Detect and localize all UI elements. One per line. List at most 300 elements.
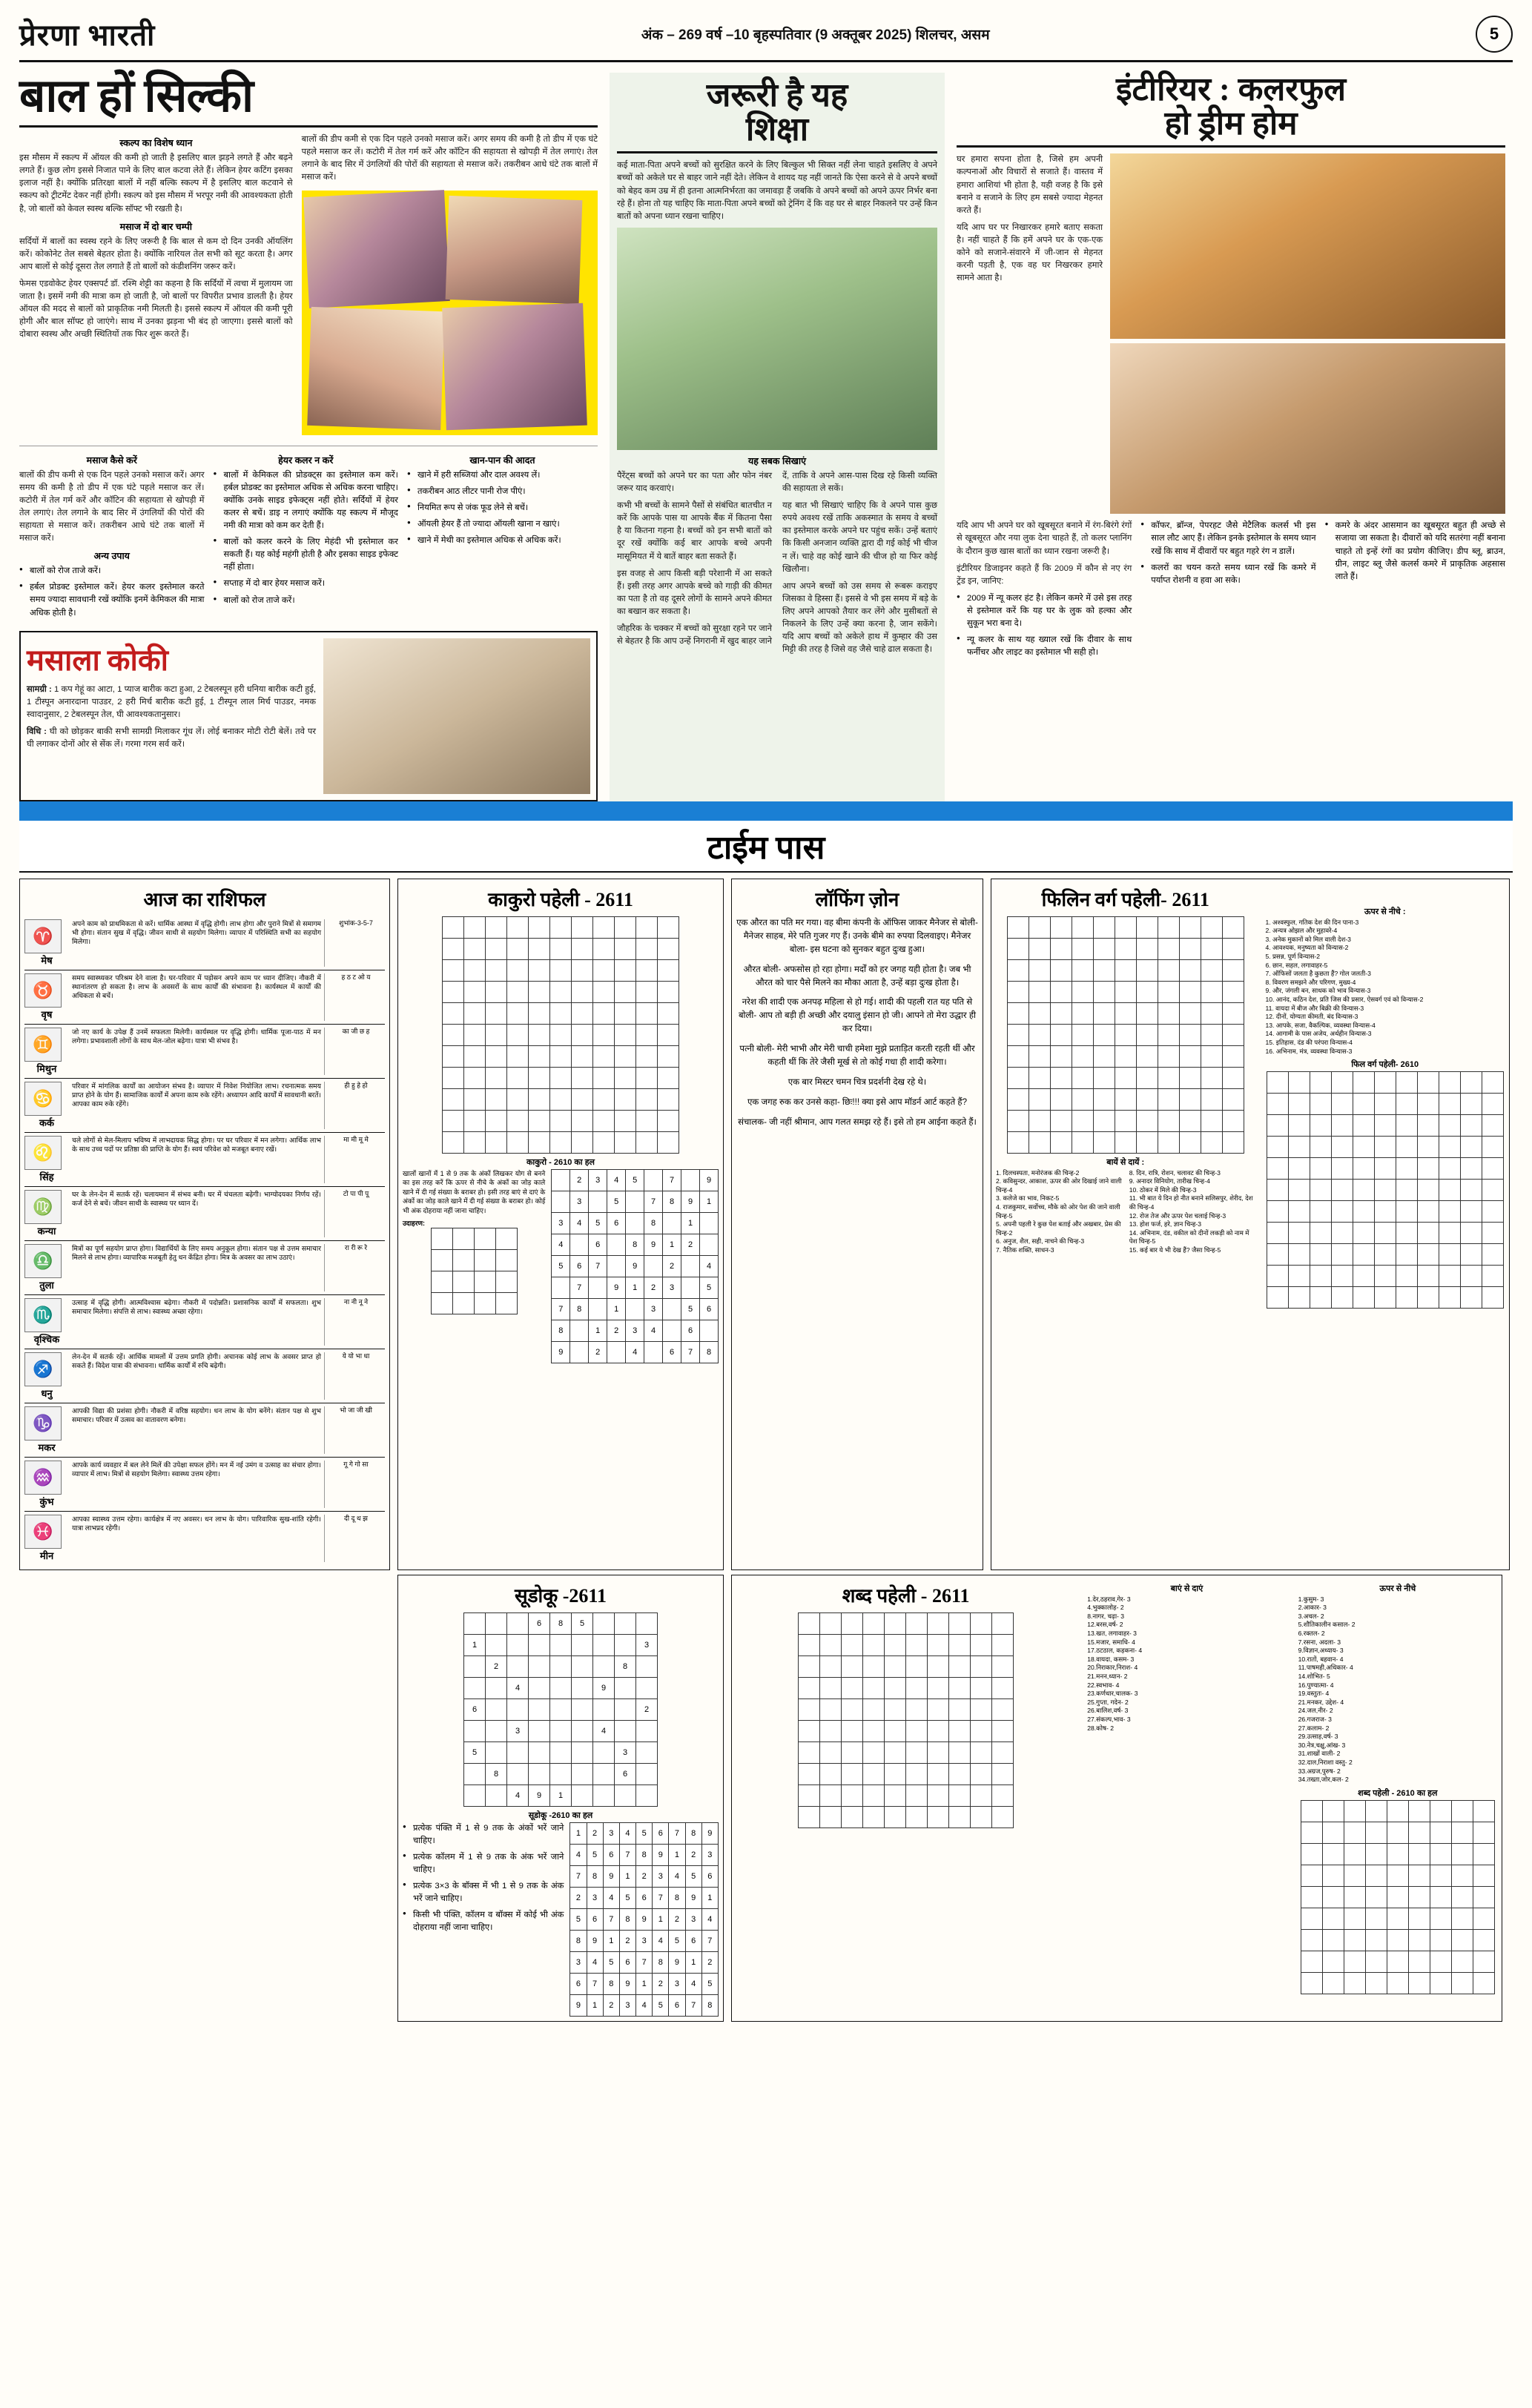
grid-cell[interactable] (1310, 1158, 1331, 1180)
sudoku-cell[interactable] (529, 1742, 550, 1763)
grid-cell[interactable] (820, 1784, 842, 1806)
grid-cell[interactable] (1439, 1287, 1460, 1309)
grid-cell[interactable] (1417, 1287, 1439, 1309)
grid-cell[interactable] (1267, 1158, 1288, 1180)
grid-cell[interactable] (1331, 1072, 1353, 1094)
grid-cell[interactable] (1267, 1137, 1288, 1158)
grid-cell[interactable] (570, 1341, 589, 1363)
grid-cell[interactable] (928, 1806, 949, 1828)
grid-cell[interactable] (550, 981, 572, 1002)
sudoku-cell[interactable] (572, 1784, 593, 1806)
grid-cell[interactable] (1396, 1201, 1417, 1223)
grid-cell[interactable] (992, 1677, 1014, 1698)
grid-cell[interactable] (1408, 1929, 1430, 1951)
grid-cell[interactable] (443, 938, 464, 959)
grid-cell[interactable] (1222, 1088, 1244, 1110)
grid-cell[interactable] (1301, 1972, 1322, 1994)
grid-cell[interactable] (474, 1228, 495, 1250)
grid-cell[interactable] (1288, 1287, 1310, 1309)
grid-cell[interactable] (431, 1271, 452, 1293)
grid-cell[interactable] (1288, 1266, 1310, 1287)
grid-cell[interactable]: 5 (700, 1277, 719, 1298)
grid-cell[interactable] (1353, 1115, 1374, 1137)
sudoku-cell[interactable] (572, 1634, 593, 1656)
grid-cell[interactable] (1179, 981, 1201, 1002)
grid-cell[interactable] (1374, 1158, 1396, 1180)
grid-cell[interactable] (885, 1634, 906, 1656)
grid-cell[interactable] (1136, 1067, 1158, 1088)
grid-cell[interactable]: 4 (700, 1255, 719, 1277)
grid-cell[interactable] (593, 1131, 615, 1153)
grid-cell[interactable] (486, 1067, 507, 1088)
grid-cell[interactable] (1222, 1002, 1244, 1024)
grid-cell[interactable] (552, 1191, 570, 1212)
grid-cell[interactable] (863, 1612, 885, 1634)
grid-cell[interactable] (550, 1131, 572, 1153)
grid-cell[interactable] (464, 1024, 486, 1045)
grid-cell[interactable]: 1 (626, 1277, 644, 1298)
grid-cell[interactable] (1179, 1024, 1201, 1045)
grid-cell[interactable] (529, 938, 550, 959)
grid-cell[interactable] (1417, 1223, 1439, 1244)
grid-cell[interactable] (550, 1110, 572, 1131)
grid-cell[interactable] (1482, 1137, 1503, 1158)
grid-cell[interactable] (1222, 1131, 1244, 1153)
grid-cell[interactable] (1396, 1180, 1417, 1201)
grid-cell[interactable] (799, 1763, 820, 1784)
grid-cell[interactable] (949, 1720, 971, 1742)
sudoku-cell[interactable] (550, 1634, 572, 1656)
grid-cell[interactable] (1374, 1072, 1396, 1094)
grid-cell[interactable] (572, 938, 593, 959)
grid-cell[interactable] (1344, 1865, 1365, 1886)
grid-cell[interactable] (1439, 1244, 1460, 1266)
grid-cell[interactable] (885, 1742, 906, 1763)
grid-cell[interactable] (1007, 1067, 1029, 1088)
grid-cell[interactable] (1310, 1115, 1331, 1137)
grid-cell[interactable] (799, 1720, 820, 1742)
grid-cell[interactable] (572, 1067, 593, 1088)
kakuro-grid[interactable] (442, 916, 679, 1154)
grid-cell[interactable] (1072, 1067, 1093, 1088)
grid-cell[interactable] (1072, 1110, 1093, 1131)
grid-cell[interactable]: 5 (626, 1169, 644, 1191)
grid-cell[interactable] (842, 1784, 863, 1806)
grid-cell[interactable] (507, 1045, 529, 1067)
grid-cell[interactable]: 7 (644, 1191, 663, 1212)
sudoku-cell[interactable] (593, 1656, 615, 1677)
grid-cell[interactable] (1301, 1843, 1322, 1865)
sudoku-cell[interactable]: 8 (550, 1612, 572, 1634)
grid-cell[interactable] (1482, 1072, 1503, 1094)
grid-cell[interactable] (1201, 959, 1222, 981)
grid-cell[interactable] (1179, 1131, 1201, 1153)
grid-cell[interactable] (949, 1634, 971, 1656)
grid-cell[interactable] (681, 1255, 700, 1277)
grid-cell[interactable] (1353, 1072, 1374, 1094)
grid-cell[interactable]: 9 (552, 1341, 570, 1363)
grid-cell[interactable] (1387, 1972, 1408, 1994)
sudoku-cell[interactable] (550, 1720, 572, 1742)
grid-cell[interactable] (431, 1228, 452, 1250)
grid-cell[interactable] (863, 1784, 885, 1806)
grid-cell[interactable] (1288, 1180, 1310, 1201)
grid-cell[interactable] (474, 1271, 495, 1293)
grid-cell[interactable] (1387, 1800, 1408, 1822)
grid-cell[interactable] (636, 1067, 658, 1088)
sudoku-cell[interactable] (615, 1612, 636, 1634)
grid-cell[interactable] (1301, 1800, 1322, 1822)
grid-cell[interactable] (593, 1024, 615, 1045)
sudoku-cell[interactable]: 9 (593, 1677, 615, 1698)
sudoku-cell[interactable] (529, 1720, 550, 1742)
sudoku-cell[interactable] (615, 1720, 636, 1742)
grid-cell[interactable] (636, 1088, 658, 1110)
grid-cell[interactable] (464, 1088, 486, 1110)
grid-cell[interactable] (626, 1212, 644, 1234)
grid-cell[interactable] (1473, 1972, 1494, 1994)
grid-cell[interactable] (1365, 1800, 1387, 1822)
grid-cell[interactable] (1310, 1201, 1331, 1223)
grid-cell[interactable] (464, 938, 486, 959)
sudoku-cell[interactable] (529, 1698, 550, 1720)
grid-cell[interactable] (1288, 1137, 1310, 1158)
grid-cell[interactable] (1007, 1110, 1029, 1131)
grid-cell[interactable] (928, 1763, 949, 1784)
grid-cell[interactable] (1050, 938, 1072, 959)
grid-cell[interactable] (1322, 1843, 1344, 1865)
sudoku-cell[interactable] (593, 1742, 615, 1763)
sudoku-cell[interactable]: 9 (529, 1784, 550, 1806)
grid-cell[interactable] (842, 1763, 863, 1784)
grid-cell[interactable] (464, 1045, 486, 1067)
grid-cell[interactable] (495, 1271, 517, 1293)
grid-cell[interactable] (1301, 1951, 1322, 1972)
grid-cell[interactable] (644, 1341, 663, 1363)
grid-cell[interactable] (658, 1110, 679, 1131)
grid-cell[interactable] (443, 916, 464, 938)
grid-cell[interactable] (1158, 1088, 1179, 1110)
grid-cell[interactable] (1365, 1886, 1387, 1908)
grid-cell[interactable] (1201, 1088, 1222, 1110)
grid-cell[interactable] (1460, 1137, 1482, 1158)
grid-cell[interactable] (842, 1698, 863, 1720)
grid-cell[interactable] (529, 1045, 550, 1067)
grid-cell[interactable] (992, 1742, 1014, 1763)
grid-cell[interactable] (1439, 1223, 1460, 1244)
grid-cell[interactable]: 2 (644, 1277, 663, 1298)
grid-cell[interactable] (1396, 1266, 1417, 1287)
grid-cell[interactable] (1417, 1201, 1439, 1223)
grid-cell[interactable] (1439, 1158, 1460, 1180)
grid-cell[interactable] (1115, 1088, 1136, 1110)
sudoku-cell[interactable] (593, 1634, 615, 1656)
sudoku-cell[interactable] (636, 1656, 658, 1677)
grid-cell[interactable] (507, 916, 529, 938)
grid-cell[interactable] (1136, 1045, 1158, 1067)
grid-cell[interactable] (1115, 938, 1136, 959)
grid-cell[interactable] (464, 1067, 486, 1088)
sudoku-cell[interactable] (615, 1634, 636, 1656)
grid-cell[interactable] (452, 1250, 474, 1271)
grid-cell[interactable] (1007, 916, 1029, 938)
grid-cell[interactable] (1201, 1131, 1222, 1153)
grid-cell[interactable] (431, 1250, 452, 1271)
grid-cell[interactable] (1430, 1800, 1451, 1822)
grid-cell[interactable] (863, 1698, 885, 1720)
grid-cell[interactable] (1417, 1244, 1439, 1266)
grid-cell[interactable] (593, 1088, 615, 1110)
grid-cell[interactable]: 7 (589, 1255, 607, 1277)
grid-cell[interactable] (636, 959, 658, 981)
grid-cell[interactable] (1473, 1865, 1494, 1886)
grid-cell[interactable] (1136, 1088, 1158, 1110)
grid-cell[interactable] (1267, 1094, 1288, 1115)
grid-cell[interactable] (1050, 1024, 1072, 1045)
grid-cell[interactable] (949, 1784, 971, 1806)
grid-cell[interactable]: 2 (663, 1255, 681, 1277)
grid-cell[interactable] (443, 1088, 464, 1110)
grid-cell[interactable] (507, 959, 529, 981)
sudoku-cell[interactable]: 3 (615, 1742, 636, 1763)
grid-cell[interactable] (1365, 1908, 1387, 1929)
grid-cell[interactable] (615, 1067, 636, 1088)
grid-cell[interactable] (658, 1131, 679, 1153)
grid-cell[interactable]: 4 (607, 1169, 626, 1191)
grid-cell[interactable] (1417, 1180, 1439, 1201)
grid-cell[interactable] (1396, 1094, 1417, 1115)
grid-cell[interactable] (486, 981, 507, 1002)
grid-cell[interactable] (1322, 1800, 1344, 1822)
grid-cell[interactable] (1331, 1158, 1353, 1180)
grid-cell[interactable] (820, 1763, 842, 1784)
grid-cell[interactable] (928, 1784, 949, 1806)
grid-cell[interactable]: 8 (552, 1320, 570, 1341)
grid-cell[interactable] (906, 1806, 928, 1828)
grid-cell[interactable] (663, 1212, 681, 1234)
grid-cell[interactable] (1451, 1843, 1473, 1865)
grid-cell[interactable] (1301, 1886, 1322, 1908)
grid-cell[interactable] (1301, 1908, 1322, 1929)
grid-cell[interactable] (1179, 1045, 1201, 1067)
sudoku-cell[interactable] (550, 1742, 572, 1763)
grid-cell[interactable] (1029, 1024, 1050, 1045)
grid-cell[interactable] (1387, 1865, 1408, 1886)
grid-cell[interactable] (1115, 1131, 1136, 1153)
grid-cell[interactable] (1322, 1908, 1344, 1929)
grid-cell[interactable] (842, 1634, 863, 1656)
grid-cell[interactable]: 1 (589, 1320, 607, 1341)
crossword-grid[interactable] (1007, 916, 1244, 1154)
grid-cell[interactable] (486, 1110, 507, 1131)
grid-cell[interactable]: 6 (663, 1341, 681, 1363)
grid-cell[interactable] (1115, 1024, 1136, 1045)
grid-cell[interactable] (1072, 916, 1093, 938)
grid-cell[interactable] (570, 1320, 589, 1341)
grid-cell[interactable] (1365, 1843, 1387, 1865)
grid-cell[interactable] (1460, 1158, 1482, 1180)
grid-cell[interactable] (863, 1806, 885, 1828)
grid-cell[interactable] (1093, 1045, 1115, 1067)
grid-cell[interactable] (928, 1698, 949, 1720)
grid-cell[interactable] (1387, 1929, 1408, 1951)
grid-cell[interactable] (1396, 1072, 1417, 1094)
grid-cell[interactable] (1007, 959, 1029, 981)
grid-cell[interactable] (615, 1002, 636, 1024)
grid-cell[interactable] (820, 1677, 842, 1698)
grid-cell[interactable] (486, 916, 507, 938)
grid-cell[interactable]: 4 (552, 1234, 570, 1255)
grid-cell[interactable] (1417, 1115, 1439, 1137)
grid-cell[interactable] (529, 959, 550, 981)
grid-cell[interactable] (1451, 1972, 1473, 1994)
grid-cell[interactable] (1136, 1024, 1158, 1045)
grid-cell[interactable] (1408, 1865, 1430, 1886)
grid-cell[interactable] (885, 1677, 906, 1698)
grid-cell[interactable] (1301, 1929, 1322, 1951)
grid-cell[interactable] (1482, 1115, 1503, 1137)
grid-cell[interactable] (1331, 1115, 1353, 1137)
grid-cell[interactable] (1482, 1158, 1503, 1180)
grid-cell[interactable] (1396, 1287, 1417, 1309)
grid-cell[interactable] (1482, 1094, 1503, 1115)
grid-cell[interactable] (1344, 1822, 1365, 1843)
sudoku-cell[interactable]: 1 (464, 1634, 486, 1656)
grid-cell[interactable] (906, 1742, 928, 1763)
grid-cell[interactable] (992, 1720, 1014, 1742)
grid-cell[interactable]: 1 (700, 1191, 719, 1212)
grid-cell[interactable] (820, 1612, 842, 1634)
grid-cell[interactable] (443, 1002, 464, 1024)
grid-cell[interactable] (885, 1784, 906, 1806)
sudoku-cell[interactable] (615, 1677, 636, 1698)
grid-cell[interactable] (1093, 1067, 1115, 1088)
grid-cell[interactable] (1310, 1266, 1331, 1287)
grid-cell[interactable] (799, 1698, 820, 1720)
grid-cell[interactable] (529, 916, 550, 938)
grid-cell[interactable] (1288, 1223, 1310, 1244)
grid-cell[interactable] (1093, 959, 1115, 981)
grid-cell[interactable] (1179, 1067, 1201, 1088)
grid-cell[interactable] (1158, 981, 1179, 1002)
grid-cell[interactable] (1179, 1088, 1201, 1110)
grid-cell[interactable] (1222, 1110, 1244, 1131)
grid-cell[interactable] (928, 1742, 949, 1763)
grid-cell[interactable] (885, 1656, 906, 1677)
grid-cell[interactable]: 4 (626, 1341, 644, 1363)
grid-cell[interactable] (644, 1169, 663, 1191)
grid-cell[interactable] (1029, 981, 1050, 1002)
sudoku-cell[interactable]: 2 (486, 1656, 507, 1677)
grid-cell[interactable] (1322, 1865, 1344, 1886)
grid-cell[interactable] (906, 1612, 928, 1634)
grid-cell[interactable] (1072, 1002, 1093, 1024)
grid-cell[interactable] (1460, 1244, 1482, 1266)
grid-cell[interactable] (1430, 1972, 1451, 1994)
grid-cell[interactable]: 9 (681, 1191, 700, 1212)
grid-cell[interactable] (572, 1088, 593, 1110)
grid-cell[interactable] (1201, 1045, 1222, 1067)
grid-cell[interactable] (1072, 1045, 1093, 1067)
grid-cell[interactable] (863, 1634, 885, 1656)
grid-cell[interactable] (1007, 1088, 1029, 1110)
sudoku-cell[interactable]: 3 (507, 1720, 529, 1742)
grid-cell[interactable] (1482, 1287, 1503, 1309)
sudoku-cell[interactable] (572, 1677, 593, 1698)
grid-cell[interactable] (971, 1698, 992, 1720)
sudoku-cell[interactable] (464, 1677, 486, 1698)
grid-cell[interactable]: 7 (663, 1169, 681, 1191)
grid-cell[interactable]: 3 (644, 1298, 663, 1320)
grid-cell[interactable] (1222, 1045, 1244, 1067)
grid-cell[interactable] (928, 1656, 949, 1677)
grid-cell[interactable] (552, 1169, 570, 1191)
grid-cell[interactable] (1267, 1115, 1288, 1137)
grid-cell[interactable] (452, 1293, 474, 1314)
grid-cell[interactable] (615, 1110, 636, 1131)
grid-cell[interactable] (644, 1255, 663, 1277)
grid-cell[interactable] (658, 1045, 679, 1067)
grid-cell[interactable] (1408, 1886, 1430, 1908)
grid-cell[interactable] (1029, 1067, 1050, 1088)
grid-cell[interactable] (495, 1250, 517, 1271)
grid-cell[interactable]: 7 (681, 1341, 700, 1363)
grid-cell[interactable] (572, 959, 593, 981)
grid-cell[interactable] (1310, 1072, 1331, 1094)
grid-cell[interactable] (529, 1131, 550, 1153)
grid-cell[interactable] (593, 916, 615, 938)
grid-cell[interactable] (636, 938, 658, 959)
grid-cell[interactable] (1322, 1972, 1344, 1994)
grid-cell[interactable] (949, 1698, 971, 1720)
grid-cell[interactable] (1050, 1088, 1072, 1110)
grid-cell[interactable] (1301, 1865, 1322, 1886)
grid-cell[interactable] (928, 1612, 949, 1634)
sudoku-cell[interactable] (593, 1698, 615, 1720)
grid-cell[interactable] (1482, 1201, 1503, 1223)
grid-cell[interactable] (1222, 981, 1244, 1002)
grid-cell[interactable] (1201, 1110, 1222, 1131)
grid-cell[interactable] (1430, 1865, 1451, 1886)
grid-cell[interactable] (550, 1088, 572, 1110)
grid-cell[interactable] (550, 1045, 572, 1067)
grid-cell[interactable] (799, 1656, 820, 1677)
grid-cell[interactable] (820, 1698, 842, 1720)
grid-cell[interactable] (885, 1806, 906, 1828)
sudoku-cell[interactable]: 6 (464, 1698, 486, 1720)
grid-cell[interactable] (1201, 916, 1222, 938)
sudoku-cell[interactable] (636, 1677, 658, 1698)
grid-cell[interactable] (1482, 1266, 1503, 1287)
grid-cell[interactable]: 6 (570, 1255, 589, 1277)
grid-cell[interactable] (1288, 1158, 1310, 1180)
grid-cell[interactable] (971, 1612, 992, 1634)
grid-cell[interactable] (700, 1234, 719, 1255)
sudoku-cell[interactable] (572, 1656, 593, 1677)
grid-cell[interactable] (1136, 1110, 1158, 1131)
grid-cell[interactable]: 5 (681, 1298, 700, 1320)
grid-cell[interactable] (550, 916, 572, 938)
grid-cell[interactable] (906, 1784, 928, 1806)
grid-cell[interactable]: 3 (626, 1320, 644, 1341)
grid-cell[interactable] (1029, 1088, 1050, 1110)
grid-cell[interactable] (1374, 1223, 1396, 1244)
grid-cell[interactable] (1158, 1002, 1179, 1024)
grid-cell[interactable]: 6 (681, 1320, 700, 1341)
grid-cell[interactable] (1267, 1244, 1288, 1266)
grid-cell[interactable] (615, 1088, 636, 1110)
grid-cell[interactable] (593, 981, 615, 1002)
